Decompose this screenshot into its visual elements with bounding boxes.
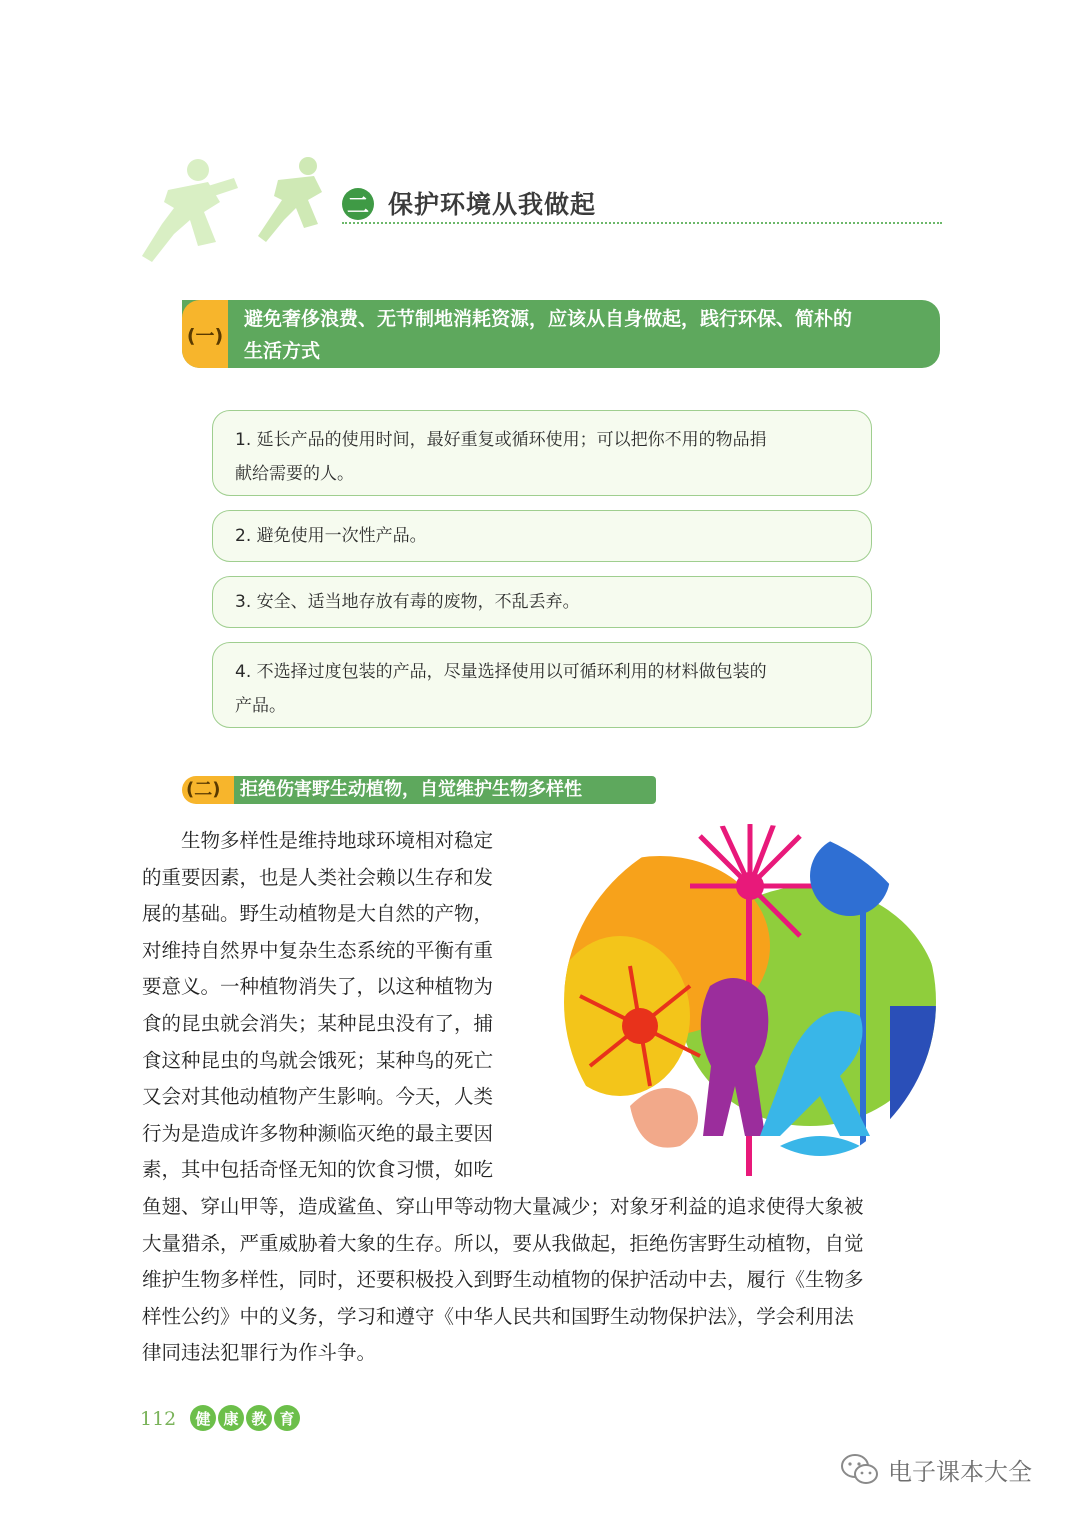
section-number-badge: 二 [342, 188, 374, 220]
list-item-line: 2. 避免使用一次性产品。 [235, 526, 427, 546]
list-item-line: 献给需要的人。 [235, 464, 354, 484]
brand-char: 康 [218, 1405, 244, 1431]
paragraph-line: 要意义。一种植物消失了，以这种植物为 [142, 975, 494, 999]
paragraph-line: 素，其中包括奇怪无知的饮食习惯，如吃 [142, 1158, 494, 1182]
part2-tab: (二) [186, 779, 221, 800]
page-number: 112 [140, 1408, 177, 1430]
paragraph-line: 展的基础。野生动植物是大自然的产物， [142, 902, 494, 926]
part1-heading [244, 303, 934, 367]
paragraph-line: 的重要因素，也是人类社会赖以生存和发 [142, 865, 494, 889]
list-item-line: 1. 延长产品的使用时间，最好重复或循环使用；可以把你不用的物品捐 [235, 430, 767, 450]
part2-heading: 拒绝伤害野生动植物，自觉维护生物多样性 [240, 779, 582, 800]
list-item [212, 410, 872, 496]
part1-heading-line: 避免奢侈浪费、无节制地消耗资源，应该从自身做起，践行环保、简朴的 [244, 308, 853, 330]
paragraph-line: 大量猎杀，严重威胁着大象的生存。所以，要从我做起，拒绝伤害野生动植物，自觉 [142, 1231, 864, 1255]
book-brand [190, 1405, 300, 1431]
paragraph-line: 行为是造成许多物种濒临灭绝的最主要因 [142, 1121, 494, 1145]
list-item-line: 4. 不选择过度包装的产品，尽量选择使用以可循环利用的材料做包装的 [235, 662, 767, 682]
brand-char: 健 [190, 1405, 216, 1431]
paragraph-line: 样性公约》中的义务，学习和遵守《中华人民共和国野生动物保护法》，学会利用法 [142, 1304, 854, 1328]
body-paragraph [142, 823, 942, 1372]
list-item-line: 3. 安全、适当地存放有毒的废物，不乱丢弃。 [235, 592, 580, 612]
paragraph-line: 对维持自然界中复杂生态系统的平衡有重 [142, 938, 494, 962]
part1-heading-line: 生活方式 [244, 340, 321, 362]
watermark [840, 1452, 1032, 1487]
wechat-icon [840, 1453, 880, 1487]
brand-char: 教 [246, 1405, 272, 1431]
paragraph-line: 鱼翅、穿山甲等，造成鲨鱼、穿山甲等动物大量减少；对象牙利益的追求使得大象被 [142, 1194, 864, 1218]
section-title: 保护环境从我做起 [388, 190, 597, 219]
paragraph-line: 维护生物多样性，同时，还要积极投入到野生动植物的保护活动中去，履行《生物多 [142, 1268, 864, 1292]
part1-tab: (一) [182, 300, 228, 368]
paragraph-line: 生物多样性是维持地球环境相对稳定 [142, 829, 494, 852]
list-item-line: 产品。 [235, 696, 286, 716]
list-item [212, 510, 872, 562]
brand-char: 育 [274, 1405, 300, 1431]
watermark-text: 电子课本大全 [888, 1458, 1032, 1486]
paragraph-line: 又会对其他动植物产生影响。今天，人类 [142, 1085, 494, 1109]
runner-figures-icon [138, 150, 338, 268]
paragraph-line: 律同违法犯罪行为作斗争。 [142, 1341, 377, 1365]
paragraph-line: 食的昆虫就会消失；某种昆虫没有了，捕 [142, 1011, 494, 1035]
dotted-divider [342, 222, 942, 224]
paragraph-line: 食这种昆虫的鸟就会饿死；某种鸟的死亡 [142, 1048, 494, 1072]
list-item [212, 642, 872, 728]
list-item [212, 576, 872, 628]
